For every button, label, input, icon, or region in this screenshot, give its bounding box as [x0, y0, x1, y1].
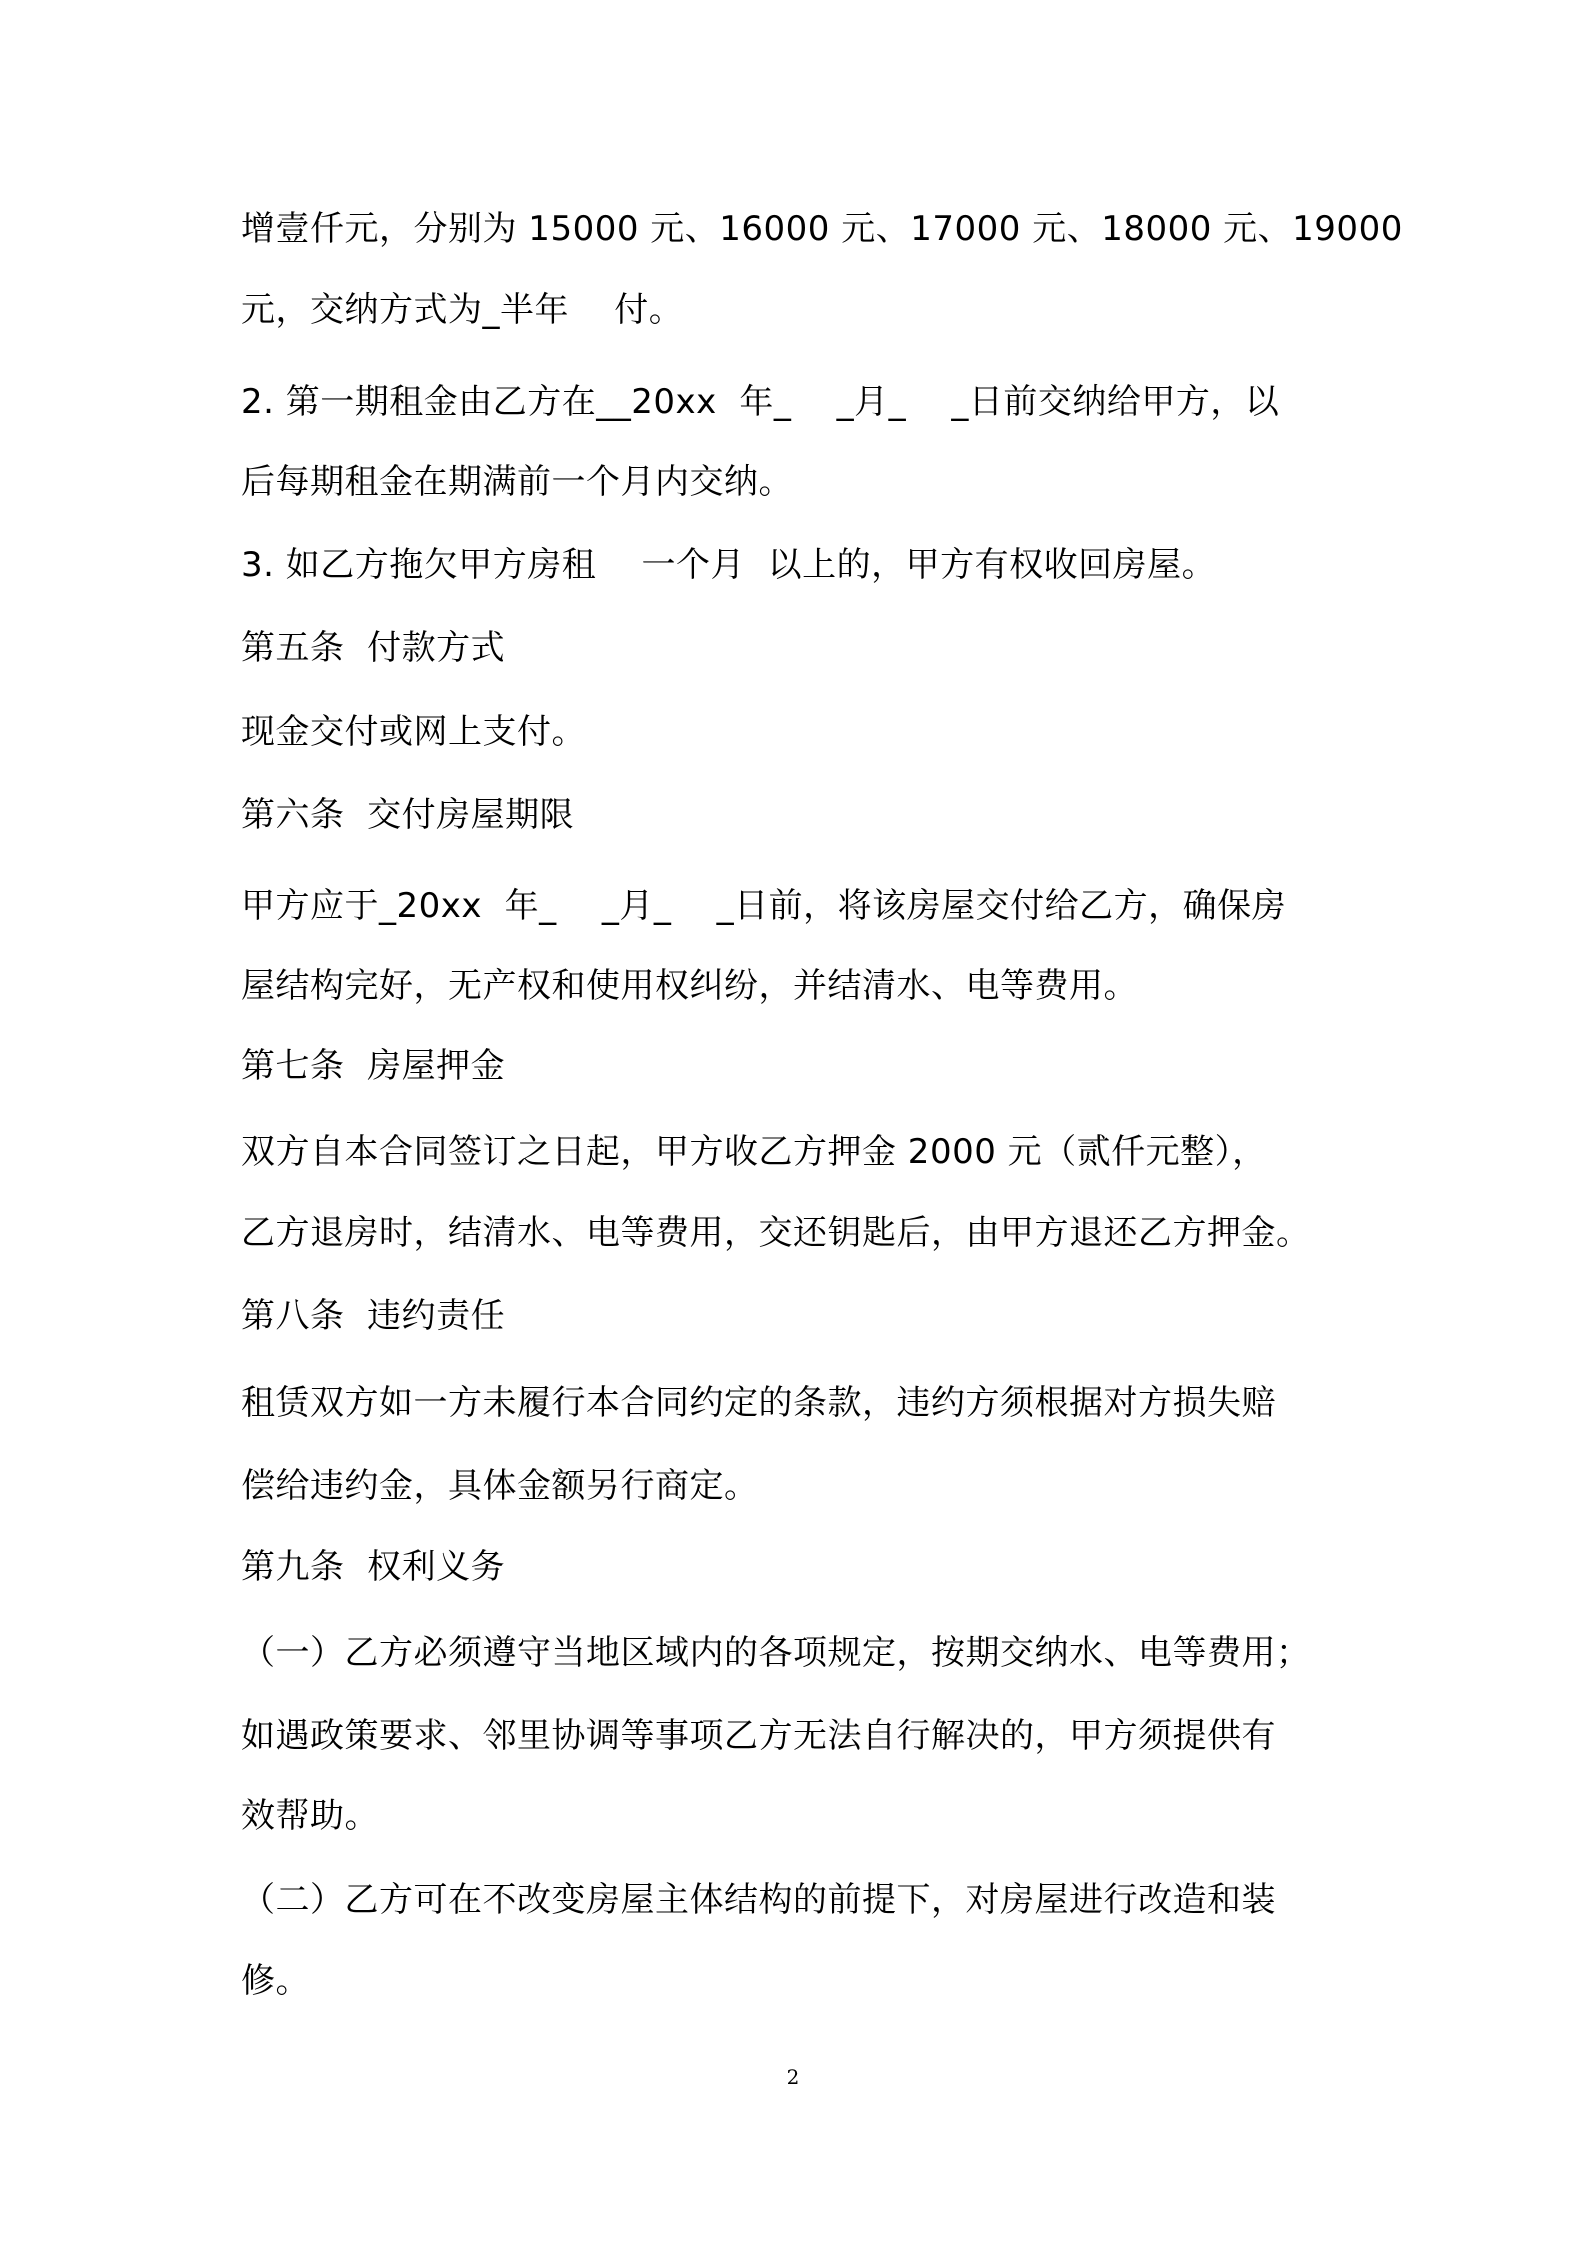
section-heading-7: 第七条 房屋押金: [241, 1046, 506, 1086]
text-line-16: 偿给违约金，具体金额另行商定。: [241, 1466, 759, 1506]
text-line-2: 元，交纳方式为_半年 付。: [241, 290, 684, 330]
page-number: 2: [786, 2065, 800, 2089]
text-line-4: 后每期租金在期满前一个月内交纳。: [241, 462, 793, 502]
section-heading-6: 第六条 交付房屋期限: [241, 795, 575, 835]
text-line-22: 修。: [241, 1961, 310, 2001]
text-line-20: 效帮助。: [241, 1796, 379, 1836]
section-heading-9: 第九条 权利义务: [241, 1547, 506, 1587]
text-line-9: 甲方应于_20xx 年_ _月_ _日前，将该房屋交付给乙方，确保房: [241, 886, 1287, 926]
text-line-5: 3. 如乙方拖欠甲方房租 一个月 以上的，甲方有权收回房屋。: [241, 545, 1217, 585]
text-line-10: 屋结构完好，无产权和使用权纠纷，并结清水、电等费用。: [241, 966, 1138, 1006]
text-line-13: 乙方退房时，结清水、电等费用，交还钥匙后，由甲方退还乙方押金。: [241, 1213, 1311, 1253]
text-line-7: 现金交付或网上支付。: [241, 712, 586, 752]
text-line-19: 如遇政策要求、邻里协调等事项乙方无法自行解决的，甲方须提供有: [241, 1716, 1276, 1756]
section-heading-8: 第八条 违约责任: [241, 1296, 506, 1336]
text-line-15: 租赁双方如一方未履行本合同约定的条款，违约方须根据对方损失赔: [241, 1383, 1276, 1423]
text-line-18: （一）乙方必须遵守当地区域内的各项规定，按期交纳水、电等费用；: [241, 1633, 1311, 1673]
section-heading-5: 第五条 付款方式: [241, 628, 506, 668]
text-line-3: 2. 第一期租金由乙方在__20xx 年_ _月_ _日前交纳给甲方，以: [241, 382, 1280, 422]
text-line-12: 双方自本合同签订之日起，甲方收乙方押金 2000 元（贰仟元整），: [241, 1132, 1267, 1172]
text-line-21: （二）乙方可在不改变房屋主体结构的前提下，对房屋进行改造和装: [241, 1880, 1276, 1920]
text-line-1: 增壹仟元，分别为 15000 元、16000 元、17000 元、18000 元、19000: [241, 209, 1403, 249]
